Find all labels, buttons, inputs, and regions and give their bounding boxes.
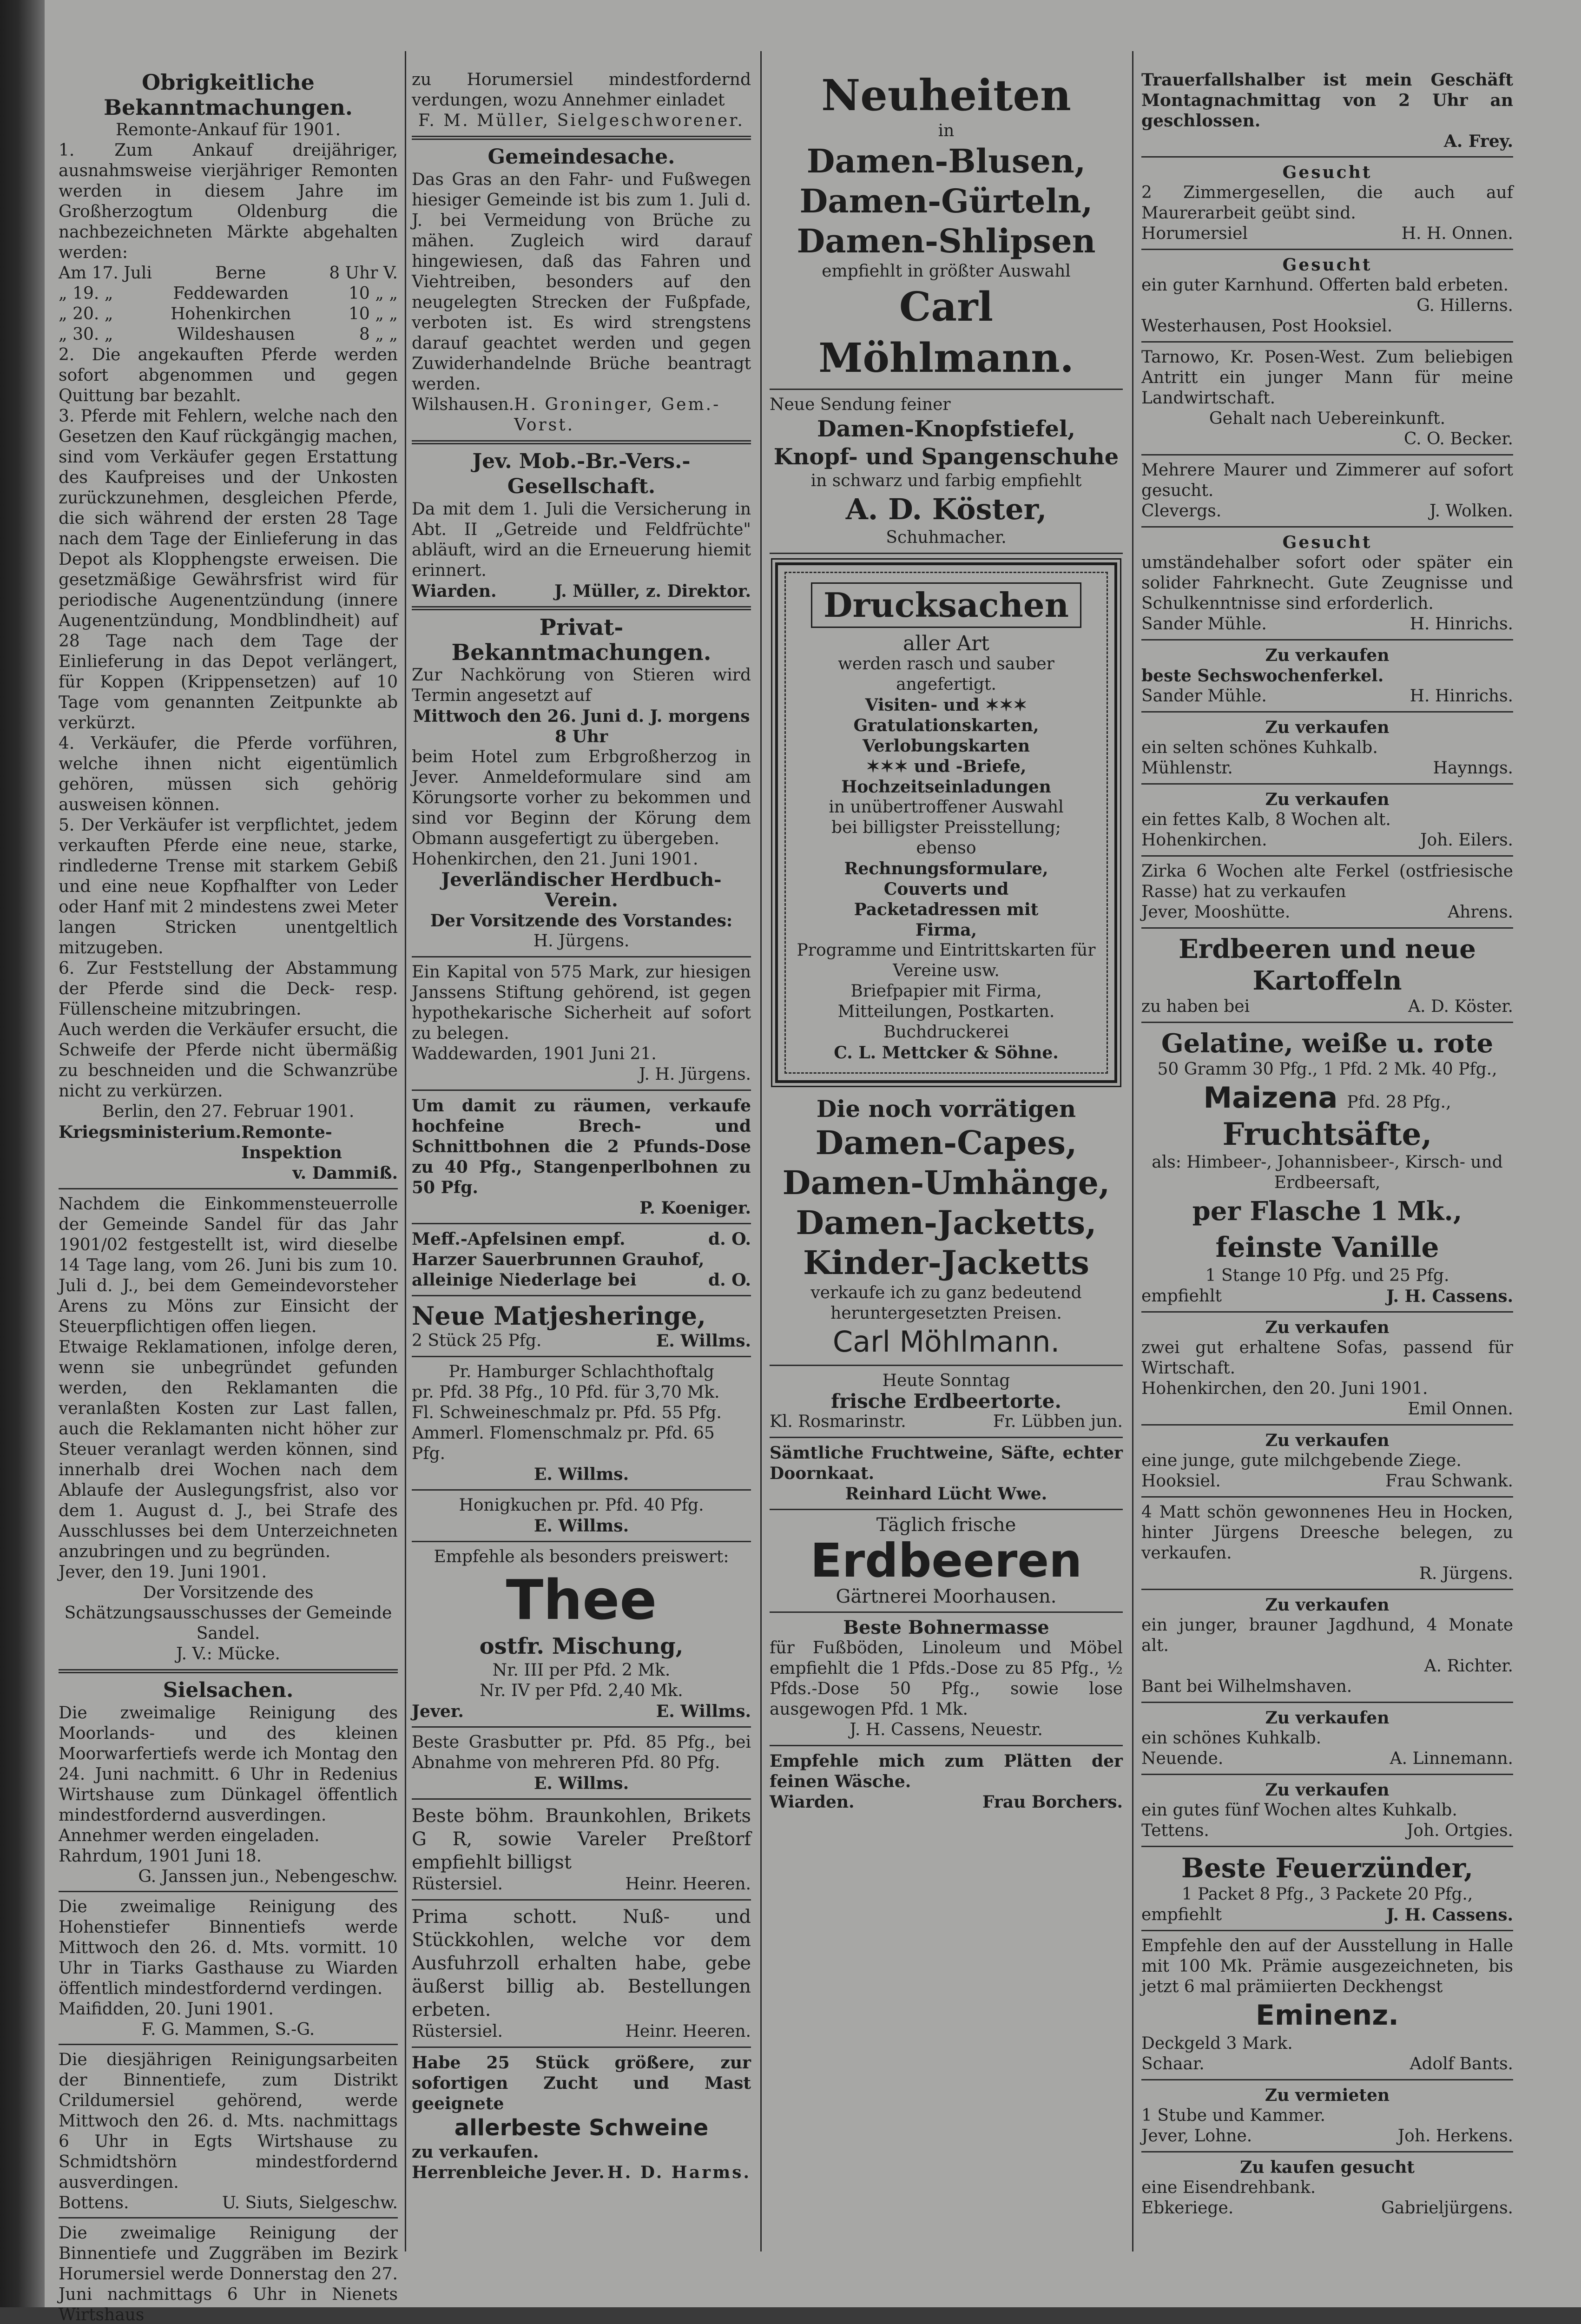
ad-verkauf-4: Zu verkaufen zwei gut erhaltene Sofas, passend für Wirtschaft. Hohenkirchen, den 20. Juni 1901. Emil Onnen.	[1141, 1318, 1513, 1419]
market-row: „ 30. „ Wildeshausen 8 „ „	[59, 325, 398, 344]
ad-nusskohlen: Prima schott. Nuß- und Stückkohlen, welche vor dem Ausfuhrzoll erhalten habe, gebe äußerst billig ab. Bestellungen erbeten. Rüstersiel. Heinr. Heeren.	[412, 1906, 751, 2041]
signature: Jever, Lohne. Joh. Herkens.	[1141, 2126, 1513, 2146]
ad-apfelsinen: Meff.-Apfelsinen empf. d. O. Harzer Sauerbrunnen Grauhof, alleinige Niederlage bei d. O.	[412, 1229, 751, 1290]
ad-neuheiten: Neuheiten in Damen-Blusen, Damen-Gürteln, Damen-Shlipsen empfiehlt in größter Auswahl Carl Möhlmann.	[770, 70, 1123, 384]
ad-title: Beste Feuerzünder,	[1181, 1852, 1474, 1884]
paragraph: Etwaige Reklamationen, infolge deren, wenn sie unbegründet gefunden werden, den Reklamanten die veranlaßten Kosten zur Last fallen, auch die Reklamanten nicht höher zur Steuer veranlagt werden können, sind innerhalb drei Wochen nach dem Ablaufe der Auslegungsfrist, also vor dem 1. August d. J., bei Strafe des Ausschlusses bei dem Unterzeichneten anzubringen und zu begründen.	[59, 1338, 398, 1561]
signature: E. Willms.	[534, 1465, 629, 1484]
signature: Mühlenstr. Haynngs.	[1141, 759, 1513, 778]
signature: Der Vorsitzende des Schätzungsausschusses der Gemeinde Sandel.	[64, 1583, 392, 1643]
ad-heading: Zu verkaufen	[1265, 1431, 1390, 1450]
paragraph: Die zweimalige Reinigung des Moorlands- und des kleinen Moorwarfertiefs werde ich Montag den 24. Juni nachmitt. 6 Uhr in Redenius Wirtshause zum Dünkagel öffentlich mindestfordernd ausverdingen.	[59, 1703, 398, 1825]
paragraph: Das Gras an den Fahr- und Fußwegen hiesiger Gemeinde ist bis zum 1. Juli d. J. bei Vermeidung von Brüche zu mähen. Zugleich wird darauf hingewiesen, daß das Fahren und Viehtreiben, besonders auf den neugelegten Strecken der Fußpfade, verboten ist. Es wird strengstens darauf geachtet werden und gegen Zuwiderhandelnde Brüche beantragt werden.	[412, 170, 751, 394]
ad-bohnermasse: Beste Bohnermasse für Fußböden, Linoleum und Möbel empfiehlt die 1 Pfds.-Dose zu 85 Pfg., ½ Pfds.-Dose 50 Pfg., sowie lose ausgewogen Pfd. 1 Mk. J. H. Cassens, Neuestr.	[770, 1617, 1123, 1739]
ad-heading: Zu verkaufen	[1265, 646, 1390, 665]
ad-verkauf-7: Zu verkaufen ein schönes Kuhkalb. Neuende. A. Linnemann.	[1141, 1708, 1513, 1768]
divider	[412, 1798, 751, 1800]
signature: empfiehlt J. H. Cassens.	[1141, 1905, 1513, 1925]
ad-heu: 4 Matt schön gewonnenes Heu in Hocken, hinter Jürgens Dreesche belegen, zu verkaufen. R. Jürgens.	[1141, 1503, 1513, 1583]
ad-tarnowo: Tarnowo, Kr. Posen-West. Zum beliebigen Antritt ein junger Mann für meine Landwirtschaft. Gehalt nach Uebereinkunft. C. O. Becker.	[1141, 348, 1513, 449]
signature: Westerhausen, Post Hooksiel.	[1141, 317, 1393, 336]
signature: Tettens. Joh. Ortgies.	[1141, 1821, 1513, 1840]
divider	[1141, 639, 1513, 640]
signature: empfiehlt J. H. Cassens.	[1141, 1287, 1513, 1306]
signature: Neuende. A. Linnemann.	[1141, 1749, 1513, 1768]
signature: Kl. Rosmarinstr. Fr. Lübben jun.	[770, 1412, 1123, 1431]
divider	[1141, 855, 1513, 857]
paragraph: Die zweimalige Reinigung der Binnentiefe und Zuggräben im Bezirk Horumersiel werde Donnerstag den 27. Juni nachmittags 6 Uhr in Nienets Wirtshaus	[59, 2224, 398, 2324]
ad-eminenz: Empfehle den auf der Ausstellung in Halle mit 100 Mk. Prämie ausgezeichneten, bis jetzt 6 mal prämiierten Deckhengst Eminenz. Deckgeld 3 Mark. Schaar. Adolf Bants.	[1141, 1936, 1513, 2073]
column-4	[1141, 70, 1513, 2251]
signature: A. Frey.	[1443, 132, 1513, 151]
signature: Der Vorsitzende des Vorstandes:	[430, 911, 733, 931]
signature: Kriegsministerium. Remonte-Inspektion	[59, 1122, 342, 1162]
divider	[1141, 526, 1513, 528]
paragraph: Annehmer werden eingeladen.	[59, 1826, 320, 1845]
ad-trauer: Trauerfallshalber ist mein Geschäft Montagnachmittag von 2 Uhr an geschlossen. A. Frey.	[1141, 70, 1513, 151]
signature: J. H. Cassens, Neuestr.	[850, 1720, 1043, 1739]
divider	[59, 1188, 398, 1189]
notice-tax	[59, 1194, 398, 1664]
ad-heading: Zu verkaufen	[1265, 1318, 1390, 1337]
paragraph: 2. Die angekauften Pferde werden sofort abgenommen und gegen Quittung bar bezahlt.	[59, 345, 398, 405]
paragraph: Die zweimalige Reinigung des Hohenstiefer Binnentiefs werde Mittwoch den 26. d. Mts. vormitt. 10 Uhr in Tiarks Gasthause zu Wiarden öffentlich mindestfordernd verdingen.	[59, 1897, 398, 1998]
signature: Hooksiel. Frau Schwank.	[1141, 1472, 1513, 1491]
signature: C. O. Becker.	[1403, 429, 1513, 449]
column-2	[412, 70, 751, 2251]
market-row: „ 20. „ Hohenkirchen 10 „ „	[59, 304, 398, 324]
ad-heading: Zu verkaufen	[1265, 790, 1390, 809]
signature: Bottens. U. Siuts, Sielgeschw.	[59, 2193, 398, 2212]
signature: Emil Onnen.	[1408, 1400, 1513, 1419]
divider	[412, 1089, 751, 1091]
paragraph-bold: Um damit zu räumen, verkaufe hochfeine Brech- und Schnittbohnen die 2 Pfunds-Dose zu 40 Pfg., Stangenperlbohnen zu 50 Pfg.	[412, 1096, 751, 1197]
signature: Horumersiel H. H. Onnen.	[1141, 224, 1513, 243]
ad-title: Eminenz.	[1256, 1999, 1399, 2032]
divider	[770, 1365, 1123, 1366]
divider	[770, 1437, 1123, 1438]
ad-kaufen: Zu kaufen gesucht eine Eisendrehbank. Ebkeriege. Gabrieljürgens.	[1141, 2158, 1513, 2218]
signature: F. G. Mammen, S.-G.	[141, 2020, 315, 2039]
divider	[1141, 1930, 1513, 1931]
notice-gemeinde	[412, 145, 751, 436]
paragraph: Da mit dem 1. Juli die Versicherung in Abt. II „Getreide und Feldfrüchte" abläuft, wird an die Erneuerung hiemit erinnert.	[412, 500, 751, 580]
signature: P. Koeniger.	[639, 1198, 751, 1218]
divider	[1141, 927, 1513, 929]
ad-feuerzuender: Beste Feuerzünder, 1 Packet 8 Pfg., 3 Packete 20 Pfg., empfiehlt J. H. Cassens.	[1141, 1852, 1513, 1925]
divider	[59, 1669, 398, 1673]
divider	[412, 440, 751, 444]
signature: F. M. Müller, Sielgeschworener.	[418, 111, 744, 130]
signature: Wiarden. J. Müller, z. Direktor.	[412, 581, 751, 601]
column-3	[770, 70, 1123, 2251]
dateline: Waddewarden, 1901 Juni 21.	[412, 1044, 657, 1063]
column-rule	[1132, 51, 1133, 2251]
signature: Clevergs. J. Wolken.	[1141, 502, 1513, 521]
ad-title: Drucksachen	[811, 582, 1081, 628]
signature: Schaar. Adolf Bants.	[1141, 2054, 1513, 2073]
signature: Hohenkirchen. Joh. Eilers.	[1141, 831, 1513, 850]
divider	[770, 1611, 1123, 1613]
signature: Rüstersiel. Heinr. Heeren.	[412, 2022, 751, 2041]
advertiser-name: A. D. Köster,	[845, 492, 1047, 526]
section-title: Privat-Bekanntmachungen.	[451, 614, 711, 666]
signature: Ebkeriege. Gabrieljürgens.	[1141, 2199, 1513, 2218]
market-row: „ 19. „ Feddewarden 10 „ „	[59, 284, 398, 303]
paragraph: 5. Der Verkäufer ist verpflichtet, jedem verkauften Pferde eine neue, starke, rindlederne Trense mit starkem Gebiß und eine neue Kopfhalfter von Leder oder Hanf mit 2 mindestens zwei Meter langen Stricken unentgeltlich mitzugeben.	[59, 816, 398, 957]
divider	[412, 1899, 751, 1901]
signature: Jever. E. Willms.	[412, 1702, 751, 1721]
ad-gelatine: Gelatine, weiße u. rote 50 Gramm 30 Pfg., 1 Pfd. 2 Mk. 40 Pfg., Maizena Pfd. 28 Pfg., Fruchtsäfte, als: Himbeer-, Johannisbeer-, Kirsch- und Erdbeersaft, per Flasche 1 Mk., feinste Vanille 1 Stange 10 Pfg. und 25 Pfg. empfiehlt J. H. Cassens.	[1141, 1028, 1513, 1306]
ad-maurer: Mehrere Maurer und Zimmerer auf sofort gesucht. Clevergs. J. Wolken.	[1141, 461, 1513, 521]
signature: A. Richter.	[1424, 1657, 1513, 1676]
dateline: Berlin, den 27. Februar 1901.	[102, 1102, 355, 1121]
divider	[1141, 341, 1513, 343]
ad-fruchtweine: Sämtliche Fruchtweine, Säfte, echter Doornkaat. Reinhard Lücht Wwe.	[770, 1443, 1123, 1504]
notice-official	[59, 70, 398, 1183]
divider	[1141, 711, 1513, 713]
ad-heading: Zu verkaufen	[1265, 1708, 1390, 1728]
divider	[770, 1745, 1123, 1746]
ad-versicherung	[412, 449, 751, 601]
paragraph-bold: Mittwoch den 26. Juni d. J. morgens 8 Uhr	[413, 706, 750, 746]
divider	[412, 956, 751, 957]
paragraph: Zur Nachkörung von Stieren wird Termin angesetzt auf	[412, 666, 751, 705]
paragraph: 1. Zum Ankauf dreijähriger, ausnahmsweise vierjähriger Remonten werden in diesem Jahre im Großherzogtum Oldenburg die nachbezeichneten Märkte abgehalten werden:	[59, 141, 398, 262]
divider	[1141, 156, 1513, 158]
notice-private	[412, 615, 751, 951]
divider	[412, 2047, 751, 2048]
paragraph: 6. Zur Feststellung der Abstammung der Pferde sind die Deck- resp. Füllenscheine mitzubringen.	[59, 959, 398, 1019]
ad-title: Jev. Mob.-Br.-Vers.-Gesellschaft.	[472, 449, 691, 498]
ad-title: allerbeste Schweine	[454, 2115, 709, 2141]
divider	[1141, 1589, 1513, 1590]
market-row: Am 17. Juli Berne 8 Uhr V.	[59, 264, 398, 283]
divider	[59, 2044, 398, 2045]
ad-gesucht-2: Gesucht ein guter Karnhund. Offerten bald erbeten. G. Hillerns. Westerhausen, Post Hooksiel.	[1141, 255, 1513, 336]
signature: G. Janssen jun., Nebengeschw.	[138, 1867, 398, 1886]
paragraph: Auch werden die Verkäufer ersucht, die Schweife der Pferde nicht übermäßig zu beschneiden und die Schwanzrübe nicht zu verkürzen.	[59, 1020, 398, 1101]
dateline: Hohenkirchen, den 21. Juni 1901.	[412, 850, 698, 869]
divider	[412, 1489, 751, 1491]
ad-matjes: Neue Matjesheringe, 2 Stück 25 Pfg. E. Willms.	[412, 1301, 751, 1351]
ad-ferkel: Zirka 6 Wochen alte Ferkel (ostfriesische Rasse) hat zu verkaufen Jever, Mooshütte. Ahrens.	[1141, 862, 1513, 922]
ad-title: Neuheiten	[821, 70, 1071, 120]
ad-waesche: Empfehle mich zum Plätten der feinen Wäsche. Wiarden. Frau Borchers.	[770, 1751, 1123, 1812]
divider	[1141, 249, 1513, 250]
divider	[412, 136, 751, 140]
ad-heading: Gesucht	[1282, 255, 1372, 275]
dateline: Rahrdum, 1901 Juni 18.	[59, 1847, 262, 1866]
divider	[412, 1295, 751, 1296]
organization-name: Jeverländischer Herdbuch-Verein.	[441, 869, 722, 911]
ad-verkauf-1: Zu verkaufen beste Sechswochenferkel. Sander Mühle. H. Hinrichs.	[1141, 646, 1513, 706]
signature: Wilshausen. H. Groninger, Gem.-Vorst.	[412, 395, 721, 435]
signature-name: v. Dammiß.	[292, 1163, 398, 1183]
ad-knopfstiefel: Neue Sendung feiner Damen-Knopfstiefel, Knopf- und Spangenschuhe in schwarz und farbig empfiehlt A. D. Köster, Schuhmacher.	[770, 395, 1123, 548]
ad-verkauf-2: Zu verkaufen ein selten schönes Kuhkalb. Mühlenstr. Haynngs.	[1141, 718, 1513, 778]
market-list	[59, 263, 398, 345]
page-spine	[0, 0, 45, 2307]
divider	[412, 1356, 751, 1357]
dateline: Maifidden, 20. Juni 1901.	[59, 2000, 274, 2019]
signature: E. Willms.	[534, 1774, 629, 1793]
ad-gesucht-1: Gesucht 2 Zimmergesellen, die auch auf Maurerarbeit geübt sind. Horumersiel H. H. Onnen.	[1141, 163, 1513, 243]
ad-title: Thee	[506, 1568, 657, 1632]
ad-honigkuchen: Honigkuchen pr. Pfd. 40 Pfg. E. Willms.	[412, 1495, 751, 1536]
ad-verkauf-3: Zu verkaufen ein fettes Kalb, 8 Wochen alt. Hohenkirchen. Joh. Eilers.	[1141, 790, 1513, 850]
divider	[770, 389, 1123, 390]
paragraph: zu Horumersiel mindestfordernd verdungen, wozu Annehmer einladet	[412, 70, 751, 110]
ad-title: Erdbeeren und neue Kartoffeln	[1179, 934, 1476, 996]
signature: R. Jürgens.	[1419, 1564, 1513, 1583]
divider	[770, 553, 1123, 554]
signature: Sander Mühle. H. Hinrichs.	[1141, 614, 1513, 634]
column-rule	[405, 51, 406, 2251]
paragraph: Nachdem die Einkommensteuerrolle der Gemeinde Sandel für das Jahr 1901/02 festgestellt ist, wird dieselbe 14 Tage lang, vom 26. Juni bis zum 10. Juli d. J., bei dem Gemeindevorsteher Arens zu Möns zur Einsicht der Steuerpflichtigen offen liegen.	[59, 1195, 398, 1336]
ad-drucksachen: Drucksachen aller Art werden rasch und sauber angefertigt. Visiten- und ✶✶✶ Gratulationskarten, Verlobungskarten ✶✶✶ und -Briefe, Hochzeitseinladungen in unübertroffener Auswahl bei billigster Preisstellung; ebenso Rechnungsformulare, Couverts und Packetadressen mit Firma, Programme und Eintrittskarten für Vereine usw. Briefpapier mit Firma, Mitteilungen, Postkarten. Buchdruckerei C. L. Mettcker & Söhne.	[775, 562, 1117, 1083]
ad-verkauf-6: Zu verkaufen ein junger, brauner Jagdhund, 4 Monate alt. A. Richter. Bant bei Wilhelmshaven.	[1141, 1595, 1513, 1696]
ad-butter: Beste Grasbutter pr. Pfd. 85 Pfg., bei Abnahme von mehreren Pfd. 80 Pfg. E. Willms.	[412, 1733, 751, 1793]
ad-title: Maizena	[1203, 1081, 1338, 1115]
ad-title: Fruchtsäfte,	[1222, 1116, 1432, 1152]
notice-horumersiel	[412, 70, 751, 131]
section-title: Gemeindesache.	[487, 145, 675, 169]
divider	[1141, 2079, 1513, 2080]
signature: Jever, Mooshütte. Ahrens.	[1141, 903, 1513, 922]
divider	[1141, 1702, 1513, 1703]
ad-verkauf-8: Zu verkaufen ein gutes fünf Wochen altes Kuhkalb. Tettens. Joh. Ortgies.	[1141, 1780, 1513, 1840]
ad-bohnen	[412, 1096, 751, 1218]
ad-title: Neue Matjesheringe,	[412, 1301, 706, 1331]
paragraph: beim Hotel zum Erbgroßherzog in Jever. Anmeldeformulare sind am Körungsorte vorher zu bekommen und sind vor Beginn der Körung dem Obmann ausgefertigt zu übergeben.	[412, 747, 751, 848]
divider	[1141, 1774, 1513, 1775]
signature: zu haben bei A. D. Köster.	[1141, 997, 1513, 1016]
ad-erdbeeren: Täglich frische Erdbeeren Gärtnerei Moorhausen.	[770, 1515, 1123, 1607]
divider	[1141, 2151, 1513, 2152]
signature: J. H. Jürgens.	[639, 1065, 751, 1084]
divider	[412, 1726, 751, 1728]
divider	[1141, 783, 1513, 785]
paragraph: 3. Pferde mit Fehlern, welche nach den Gesetzen den Kauf rückgängig machen, sind vom Verkäufer gegen Erstattung des Kaufpreises und der Unkosten zurückzunehmen, desgleichen Pferde, die sich während der ersten 28 Tage nach dem Tage der Einlieferung in das Depot als Klopphengste erweisen. Die gesetzmäßige Gewährsfrist wird für periodische Augenentzündung (innere Augenentzündung, Mondblindheit) auf 28 Tage nach dem Tage der Einlieferung in das Depot verlängert, für Koppen (Krippensetzen) auf 10 Tage vom genannten Zeitpunkte ab verkürzt.	[59, 407, 398, 733]
newspaper-page	[45, 0, 1581, 2324]
ad-schlachthof: Pr. Hamburger Schlachthoftalg pr. Pfd. 38 Pfg., 10 Pfd. für 3,70 Mk. Fl. Schweineschmalz pr. Pfd. 55 Pfg. Ammerl. Flomenschmalz pr. Pfd. 65 Pfg. E. Willms.	[412, 1362, 751, 1485]
ad-verkauf-5: Zu verkaufen eine junge, gute milchgebende Ziege. Hooksiel. Frau Schwank.	[1141, 1431, 1513, 1491]
column-rule	[760, 51, 762, 2251]
ad-heading: Gesucht	[1282, 163, 1372, 182]
advertiser-name: Carl Möhlmann.	[832, 1325, 1060, 1359]
divider	[1141, 1022, 1513, 1023]
column-1	[59, 70, 398, 2324]
section-title: Sielsachen.	[163, 1678, 294, 1702]
divider	[1141, 1311, 1513, 1313]
signature: Wiarden. Frau Borchers.	[770, 1792, 1123, 1812]
remonte-title: Remonte-Ankauf für 1901.	[116, 120, 341, 139]
divider	[1141, 1424, 1513, 1426]
ad-gesucht-3: Gesucht umständehalber sofort oder später ein solider Fahrknecht. Gute Zeugnisse und Schulkenntnisse sind erforderlich. Sander Mühle. H. Hinrichs.	[1141, 533, 1513, 634]
divider	[1141, 1846, 1513, 1847]
ad-erdbeertorte: Heute Sonntag frische Erdbeertorte. Kl. Rosmarinstr. Fr. Lübben jun.	[770, 1371, 1123, 1431]
paragraph: Ein Kapital von 575 Mark, zur hiesigen Janssens Stiftung gehörend, ist gegen hypothekarische Sicherheit auf sofort zu belegen.	[412, 963, 751, 1043]
paragraph: 4. Verkäufer, die Pferde vorführen, welche ihnen nicht eigentümlich gehören, müssen sich gehörig ausweisen können.	[59, 734, 398, 814]
divider	[1141, 1496, 1513, 1498]
ad-heading: Zu vermieten	[1265, 2086, 1390, 2105]
paragraph: Die diesjährigen Reinigungsarbeiten der Binnentiefe, zum Distrikt Crildumersiel gehörend, werde Mittwoch den 26. d. Mts. nachmittags 6 Uhr in Egts Wirtshause zu Schmidtshörn mindestfordernd ausverdingen.	[59, 2050, 398, 2192]
divider	[1141, 454, 1513, 456]
ad-kapital	[412, 962, 751, 1085]
dateline: Jever, den 19. Juni 1901.	[59, 1563, 267, 1582]
ad-heading: Zu verkaufen	[1265, 1595, 1390, 1615]
section-title: Obrigkeitliche Bekanntmachungen.	[104, 70, 353, 120]
ad-title: Beste Bohnermasse	[843, 1617, 1049, 1638]
ad-vermieten: Zu vermieten 1 Stube und Kammer. Jever, Lohne. Joh. Herkens.	[1141, 2086, 1513, 2146]
divider	[412, 606, 751, 610]
ad-heading: Zu verkaufen	[1265, 1780, 1390, 1800]
ad-heading: Zu verkaufen	[1265, 718, 1390, 737]
ad-title: Gelatine, weiße u. rote	[1161, 1028, 1494, 1059]
signature-name: J. V.: Mücke.	[176, 1644, 280, 1664]
divider	[770, 1509, 1123, 1510]
divider	[412, 1541, 751, 1542]
ad-heading: Zu kaufen gesucht	[1240, 2158, 1415, 2177]
divider	[412, 1223, 751, 1224]
signature: Rüstersiel. Heinr. Heeren.	[412, 1875, 751, 1894]
ad-capes: Die noch vorrätigen Damen-Capes, Damen-Umhänge, Damen-Jacketts, Kinder-Jacketts verkaufe ich zu ganz bedeutend heruntergesetzten Preisen. Carl Möhlmann.	[770, 1095, 1123, 1360]
signature: Sander Mühle. H. Hinrichs.	[1141, 687, 1513, 706]
advertiser-name: Carl Möhlmann.	[818, 284, 1074, 382]
divider	[59, 2217, 398, 2218]
ad-thee: Empfehle als besonders preiswert: Thee ostfr. Mischung, Nr. III per Pfd. 2 Mk. Nr. IV per Pfd. 2,40 Mk. Jever. E. Willms.	[412, 1547, 751, 1721]
signature-name: H. Jürgens.	[533, 931, 630, 951]
signature: E. Willms.	[534, 1516, 629, 1536]
divider	[59, 1891, 398, 1892]
notice-siel	[59, 1678, 398, 2324]
signature: Reinhard Lücht Wwe.	[845, 1484, 1047, 1504]
ad-title: feinste Vanille	[1215, 1231, 1439, 1264]
ad-erdbeeren-kartoffeln	[1141, 933, 1513, 1017]
ad-schweine: Habe 25 Stück größere, zur sofortigen Zucht und Mast geeignete allerbeste Schweine zu verkaufen. Herrenbleiche Jever. H. D. Harms.	[412, 2053, 751, 2182]
ad-title: Erdbeeren	[810, 1533, 1082, 1588]
signature: Herrenbleiche Jever. H. D. Harms.	[412, 2163, 751, 2182]
ad-braunkohlen: Beste böhm. Braunkohlen, Brikets G R, sowie Vareler Preßtorf empfiehlt billigst Rüstersiel. Heinr. Heeren.	[412, 1805, 751, 1894]
ad-heading: Gesucht	[1282, 533, 1372, 552]
